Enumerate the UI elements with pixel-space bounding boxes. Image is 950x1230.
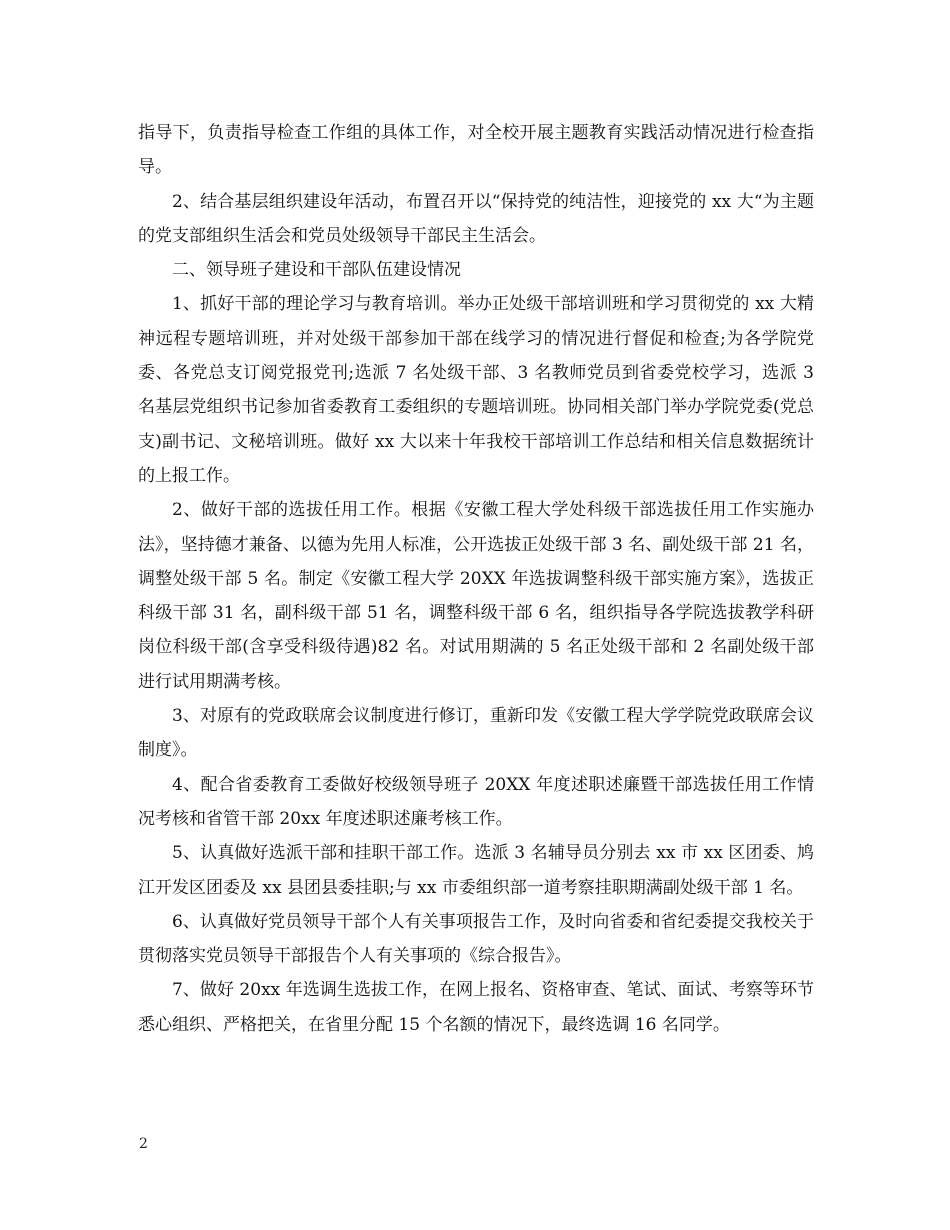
paragraph-5: 3、对原有的党政联席会议制度进行修订，重新印发《安徽工程大学学院党政联席会议制度》。 — [138, 706, 814, 761]
page-number: 2 — [139, 1136, 148, 1152]
section-heading: 二、领导班子建设和干部队伍建设情况 — [172, 260, 461, 281]
paragraph-9: 7、做好 20xx 年选调生选拔工作，在网上报名、资格审查、笔试、面试、考察等环节悉心组织、严格把关，在省里分配 15 个名额的情况下，最终选调 16 名同学。 — [138, 980, 814, 1035]
paragraph-7: 5、认真做好选派干部和挂职干部工作。选派 3 名辅导员分别去 xx 市 xx 区团委、鸠江开发区团委及 xx 县团县委挂职;与 xx 市委组织部一道考察挂职期满副处级干部 1 名。 — [138, 843, 814, 898]
paragraph-6: 4、配合省委教育工委做好校级领导班子 20XX 年度述职述廉暨干部选拔任用工作情况考核和省管干部 20xx 年度述职述廉考核工作。 — [138, 774, 814, 829]
paragraph-8: 6、认真做好党员领导干部个人有关事项报告工作，及时向省委和省纪委提交我校关于贯彻落实党员领导干部报告个人有关事项的《综合报告》。 — [138, 911, 814, 967]
paragraph-3: 1、抓好干部的理论学习与教育培训。举办正处级干部培训班和学习贯彻党的 xx 大精神远程专题培训班，并对处级干部参加干部在线学习的情况进行督促和检查;为各学院党委、各党总支订阅党报党刊;选派 7 名处级干部、3 名教师党员到省委党校学习，选派 3 名基层党组织书记参加省委教育工委组织的专题培训班。协同相关部门举办学院党委(党总支)副书记、文秘培训班。做好 xx 大以来十年我校干部培训工作总结和相关信息数据统计的上报工作。 — [138, 294, 814, 486]
document-body — [138, 116, 814, 1042]
paragraph-1: 指导下，负责指导检查工作组的具体工作，对全校开展主题教育实践活动情况进行检查指导。 — [138, 123, 814, 178]
paragraph-4: 2、做好干部的选拔任用工作。根据《安徽工程大学处科级干部选拔任用工作实施办法》，坚持德才兼备、以德为先用人标准，公开选拔正处级干部 3 名、副处级干部 21 名，调整处级干部 5 名。制定《安徽工程大学 20XX 年选拔调整科级干部实施方案》，选拔正科级干部 31 名，副科级干部 51 名，调整科级干部 6 名，组织指导各学院选拔教学科研岗位科级干部(含享受科级待遇)82 名。对试用期满的 5 名正处级干部和 2 名副处级干部进行试用期满考核。 — [138, 500, 814, 692]
paragraph-2: 2、结合基层组织建设年活动，布置召开以“保持党的纯洁性，迎接党的 xx 大“为主题的党支部组织生活会和党员处级领导干部民主生活会。 — [138, 191, 814, 246]
